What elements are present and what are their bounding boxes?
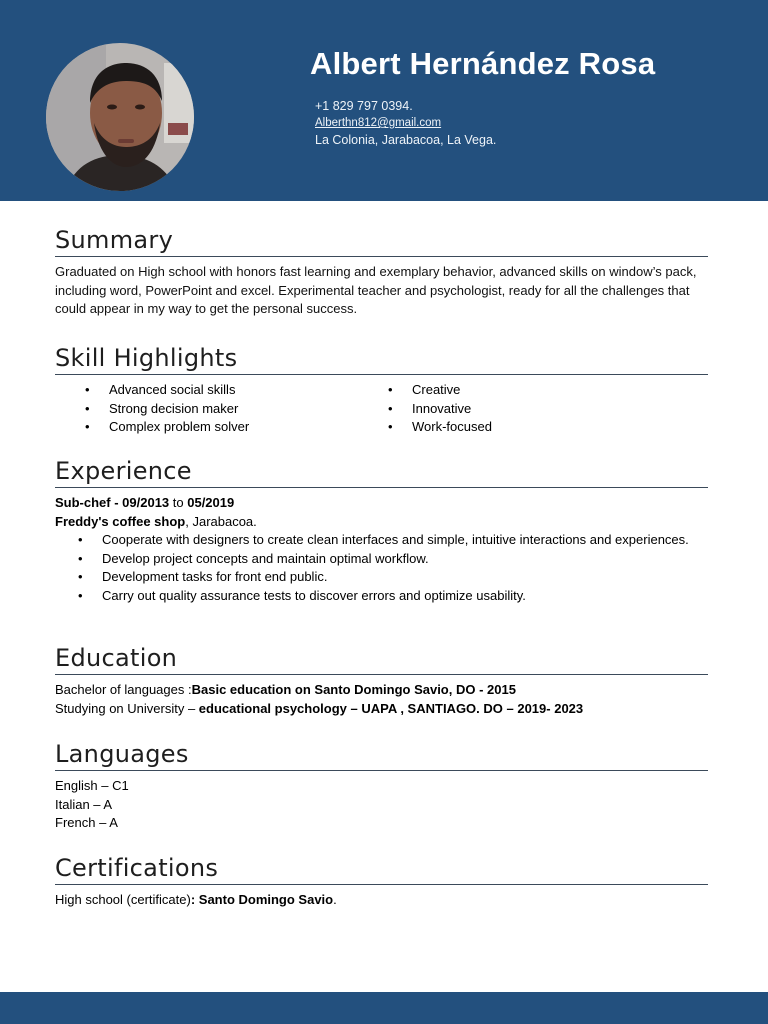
section-title-skills: Skill Highlights: [55, 344, 238, 372]
date-connector: to: [169, 495, 188, 510]
certification-item: [55, 891, 708, 910]
header-banner: [0, 0, 768, 201]
section-title-certifications: Certifications: [55, 854, 219, 882]
education-degree: Bachelor of languages :: [55, 682, 192, 697]
education-line: [55, 681, 708, 700]
education-school: educational psychology – UAPA , SANTIAGO. DO – 2019- 2023: [198, 700, 584, 716]
phone-number: +1 829 797 0394.: [315, 99, 413, 113]
section-title-education: Education: [55, 644, 178, 672]
job-location: , Jarabacoa.: [185, 513, 257, 529]
language-item: French – A: [55, 815, 118, 830]
education-entries: [55, 681, 708, 718]
footer-banner: [0, 992, 768, 1024]
education-line: [55, 700, 708, 719]
job-employer: Freddy's coffee shop: [55, 513, 186, 529]
candidate-name: Albert Hernández Rosa: [310, 46, 656, 81]
languages-section: [55, 738, 708, 833]
skill-item: • Advanced social skills: [55, 381, 358, 400]
section-divider: [55, 884, 708, 885]
section-divider: [55, 487, 708, 488]
responsibility-item: • Carry out quality assurance tests to discover errors and optimize usability.: [55, 587, 708, 606]
section-divider: [55, 674, 708, 675]
language-item: Italian – A: [55, 796, 113, 812]
language-item: English – C1: [55, 778, 129, 793]
profile-photo: [46, 43, 194, 191]
skills-section: [55, 342, 708, 437]
responsibility-item: • Cooperate with designers to create clean interfaces and simple, intuitive interactions and experiences.: [55, 531, 708, 550]
certification-name: High school (certificate): [55, 892, 191, 907]
education-school: Basic education on Santo Domingo Savio, DO - 2015: [191, 682, 516, 697]
job-title-dates: [55, 494, 708, 513]
job-end-date: 05/2019: [187, 495, 235, 510]
address: La Colonia, Jarabacoa, La Vega.: [315, 133, 497, 147]
skills-list: [55, 381, 708, 437]
job-employer-line: [55, 513, 708, 532]
job-role: Sub-chef - 09/2013: [55, 495, 170, 510]
section-title-experience: Experience: [55, 457, 192, 485]
summary-section: [55, 224, 708, 319]
section-divider: [55, 770, 708, 771]
certification-issuer: : Santo Domingo Savio: [190, 892, 334, 907]
email-link[interactable]: Alberthn812@gmail.com: [315, 117, 442, 129]
section-title-summary: Summary: [55, 226, 174, 254]
section-title-languages: Languages: [55, 740, 189, 768]
languages-list: [55, 777, 708, 833]
summary-text: Graduated on High school with honors fast learning and exemplary behavior, advanced skills on window’s pack, including word, PowerPoint and excel. Experimental teacher and psychologist, ready for all the challenges that could appear in my way to get the personal success.: [55, 264, 697, 316]
responsibility-item: • Develop project concepts and maintain optimal workflow.: [55, 550, 708, 569]
certification-suffix: .: [333, 892, 337, 907]
experience-section: [55, 455, 708, 605]
skill-item: • Complex problem solver: [55, 418, 358, 437]
education-section: [55, 642, 708, 718]
profile-photo-image: [46, 43, 194, 191]
responsibility-item: • Development tasks for front end public.: [55, 568, 708, 587]
skill-item: • Creative: [358, 381, 492, 400]
section-divider: [55, 256, 708, 257]
section-divider: [55, 374, 708, 375]
certifications-section: [55, 852, 708, 910]
skills-column-left: [55, 381, 358, 437]
skill-item: • Work-focused: [358, 418, 492, 437]
skill-item: • Innovative: [358, 400, 492, 419]
education-degree: Studying on University –: [55, 700, 199, 716]
contact-info: [315, 98, 496, 149]
experience-entry: [55, 494, 708, 605]
skills-column-right: [358, 381, 492, 437]
skill-item: • Strong decision maker: [55, 400, 358, 419]
job-responsibilities: [55, 531, 708, 605]
